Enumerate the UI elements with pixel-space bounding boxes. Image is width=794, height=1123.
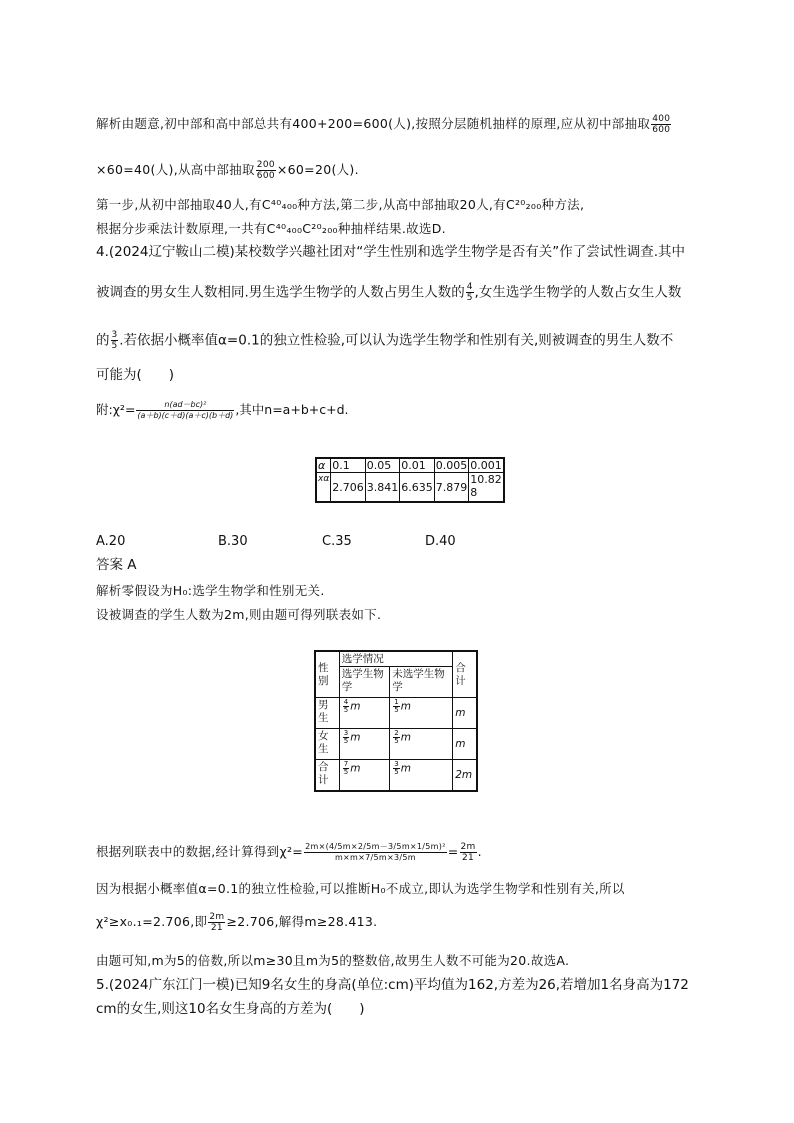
contingency-table <box>314 650 478 792</box>
option-c[interactable]: C.35 <box>322 534 352 549</box>
solution-line-3: 根据列联表中的数据,经计算得到χ²= $\frac{\text{2m×(4/5m×2/5m－3/5m×1/5m)²}}{m\times m\times 7/5m\times 3/5m}$ = $\frac{2m}{21}$ . <box>96 842 482 863</box>
table-row: 合计 $\frac{7}{5}$ m $\frac{3}{5}$ m 2m <box>315 760 477 792</box>
critical-value-table <box>315 457 505 503</box>
header-yes: 选学生物学 <box>339 667 390 698</box>
analysis-line-1: 解析由题意,初中部和高中部总共有400+200=600(人),按照分层随机抽样的原理,应从初中部抽取 $\frac{400}{600}$ <box>96 114 671 135</box>
formula-line: 附:χ²= $\frac{\text{n(ad－bc)²}}{(a+b)(c+d)(a+c)(b+d)}$ ,其中n=a+b+c+d. <box>96 400 349 420</box>
table-row: xα 2.706 3.841 6.635 7.879 10.828 <box>316 473 504 503</box>
table-row: 女生 $\frac{3}{5}$ m $\frac{2}{5}$ m m <box>315 729 477 760</box>
analysis-line-3: 第一步,从初中部抽取40人,有C⁴⁰₄₀₀种方法,第二步,从高中部抽取20人,有C²⁰₂₀₀种方法, <box>96 197 585 212</box>
question-4-line-1: 4.(2024辽宁鞍山二模)某校数学兴趣社团对“学生性别和选学生物学是否有关”作了尝试性调查.其中 <box>96 244 686 260</box>
question-5-line-2: cm的女生,则这10名女生身高的方差为( ) <box>96 1001 365 1017</box>
solution-line-1: 解析零假设为H₀:选学生物学和性别无关. <box>96 583 325 598</box>
question-5-line-1: 5.(2024广东江门一模)已知9名女生的身高(单位:cm)平均值为162,方差为26,若增加1名身高为172 <box>96 977 689 993</box>
solution-line-2: 设被调查的学生人数为2m,则由题可得列联表如下. <box>96 607 382 622</box>
answer-line: 答案 A <box>96 557 137 573</box>
header-no: 未选学生物学 <box>390 667 453 698</box>
header-choice: 选学情况 <box>339 651 452 667</box>
table-row: α 0.1 0.05 0.01 0.005 0.001 <box>318 459 502 472</box>
option-d[interactable]: D.40 <box>425 534 456 549</box>
fraction: $\frac{400}{600}$ <box>652 114 671 135</box>
header-total: 合计 <box>453 651 477 698</box>
table-row: 男生 $\frac{4}{5}$ m $\frac{1}{5}$ m m <box>315 698 477 729</box>
solution-line-6: 由题可知,m为5的倍数,所以m≥30且m为5的整数倍,故男生人数不可能为20.故选A. <box>96 953 570 968</box>
solution-line-5: χ²≥x₀.₁=2.706,即 $\frac{2m}{21}$ ≥2.706,解得m≥28.413. <box>96 912 378 933</box>
option-b[interactable]: B.30 <box>218 534 248 549</box>
option-a[interactable]: A.20 <box>96 534 126 549</box>
question-4-line-2: 被调查的男女生人数相同.男生选学生物学的人数占男生人数的 $\frac{4}{5}$ ,女生选学生物学的人数占女生人数 <box>96 282 682 303</box>
analysis-line-2: ×60=40(人),从高中部抽取 $\frac{200}{600}$ ×60=20(人). <box>96 160 359 181</box>
header-sex: 性别 <box>315 651 339 698</box>
question-4-line-4: 可能为( ) <box>96 367 175 383</box>
question-4-line-3: 的 $\frac{3}{5}$ .若依据小概率值α=0.1的独立性检验,可以认为选学生物学和性别有关,则被调查的男生人数不 <box>96 330 674 351</box>
analysis-line-4: 根据分步乘法计数原理,一共有C⁴⁰₄₀₀C²⁰₂₀₀种抽样结果.故选D. <box>96 221 446 236</box>
solution-line-4: 因为根据小概率值α=0.1的独立性检验,可以推断H₀不成立,即认为选学生物学和性别有关,所以 <box>96 881 625 896</box>
